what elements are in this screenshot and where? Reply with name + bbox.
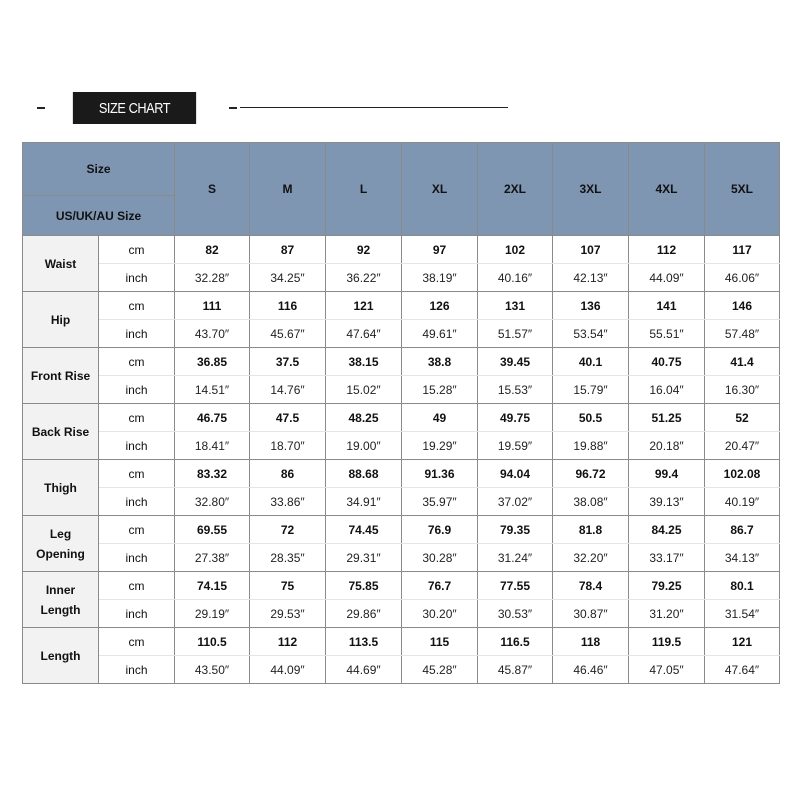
cm-value-cell: 116 xyxy=(250,292,326,320)
cm-value-cell: 119.5 xyxy=(629,628,705,656)
size-chart-header xyxy=(0,0,800,140)
decorative-rule xyxy=(240,107,508,108)
measurement-name-line: Leg xyxy=(49,526,72,541)
inch-value-cell: 44.09″ xyxy=(629,264,705,292)
cm-value-cell: 52 xyxy=(705,404,780,432)
table-row xyxy=(23,348,780,376)
cm-value-cell: 75.85 xyxy=(326,572,402,600)
inch-value-cell: 36.22″ xyxy=(326,264,402,292)
table-row xyxy=(23,656,780,684)
inch-value-cell: 29.53″ xyxy=(250,600,326,628)
cm-value-cell: 74.45 xyxy=(326,516,402,544)
size-chart-title: SIZE CHART xyxy=(73,92,196,124)
inch-value-cell: 47.64″ xyxy=(705,656,780,684)
inch-value-cell: 33.86″ xyxy=(250,488,326,516)
unit-label: cm xyxy=(99,236,175,264)
size-col-header: L xyxy=(326,143,402,236)
measurement-name xyxy=(23,572,99,628)
table-row xyxy=(23,236,780,264)
region-label: US/UK/AU Size xyxy=(23,196,175,236)
inch-value-cell: 38.08″ xyxy=(553,488,629,516)
inch-value-cell: 45.28″ xyxy=(402,656,478,684)
size-col-header: 3XL xyxy=(553,143,629,236)
measurement-name-line: Waist xyxy=(44,256,77,271)
unit-label: inch xyxy=(99,376,175,404)
unit-label: cm xyxy=(99,628,175,656)
table-body xyxy=(23,236,780,684)
measurement-name-line: Inner xyxy=(45,582,76,597)
inch-value-cell: 43.50″ xyxy=(175,656,250,684)
inch-value-cell: 44.69″ xyxy=(326,656,402,684)
cm-value-cell: 86 xyxy=(250,460,326,488)
cm-value-cell: 111 xyxy=(175,292,250,320)
inch-value-cell: 47.64″ xyxy=(326,320,402,348)
cm-value-cell: 38.15 xyxy=(326,348,402,376)
cm-value-cell: 115 xyxy=(402,628,478,656)
inch-value-cell: 40.19″ xyxy=(705,488,780,516)
inch-value-cell: 29.19″ xyxy=(175,600,250,628)
inch-value-cell: 45.67″ xyxy=(250,320,326,348)
inch-value-cell: 37.02″ xyxy=(478,488,553,516)
cm-value-cell: 83.32 xyxy=(175,460,250,488)
inch-value-cell: 20.18″ xyxy=(629,432,705,460)
inch-value-cell: 35.97″ xyxy=(402,488,478,516)
cm-value-cell: 81.8 xyxy=(553,516,629,544)
inch-value-cell: 32.28″ xyxy=(175,264,250,292)
inch-value-cell: 19.59″ xyxy=(478,432,553,460)
cm-value-cell: 40.75 xyxy=(629,348,705,376)
inch-value-cell: 49.61″ xyxy=(402,320,478,348)
table-row xyxy=(23,460,780,488)
measurement-name-line: Length xyxy=(40,602,81,617)
inch-value-cell: 14.51″ xyxy=(175,376,250,404)
inch-value-cell: 18.70″ xyxy=(250,432,326,460)
unit-label: cm xyxy=(99,292,175,320)
unit-label: inch xyxy=(99,544,175,572)
inch-value-cell: 15.02″ xyxy=(326,376,402,404)
inch-value-cell: 55.51″ xyxy=(629,320,705,348)
cm-value-cell: 99.4 xyxy=(629,460,705,488)
cm-value-cell: 47.5 xyxy=(250,404,326,432)
cm-value-cell: 39.45 xyxy=(478,348,553,376)
measurement-name-line: Back Rise xyxy=(31,424,90,439)
cm-value-cell: 49.75 xyxy=(478,404,553,432)
table-row xyxy=(23,628,780,656)
measurement-name xyxy=(23,292,99,348)
inch-value-cell: 29.86″ xyxy=(326,600,402,628)
table-row xyxy=(23,488,780,516)
size-col-header: XL xyxy=(402,143,478,236)
unit-label: inch xyxy=(99,488,175,516)
table-row xyxy=(23,600,780,628)
cm-value-cell: 76.7 xyxy=(402,572,478,600)
cm-value-cell: 86.7 xyxy=(705,516,780,544)
cm-value-cell: 131 xyxy=(478,292,553,320)
inch-value-cell: 30.20″ xyxy=(402,600,478,628)
inch-value-cell: 32.80″ xyxy=(175,488,250,516)
cm-value-cell: 40.1 xyxy=(553,348,629,376)
inch-value-cell: 51.57″ xyxy=(478,320,553,348)
inch-value-cell: 14.76″ xyxy=(250,376,326,404)
size-col-header: M xyxy=(250,143,326,236)
table-row xyxy=(23,432,780,460)
inch-value-cell: 39.13″ xyxy=(629,488,705,516)
cm-value-cell: 107 xyxy=(553,236,629,264)
inch-value-cell: 19.88″ xyxy=(553,432,629,460)
unit-label: cm xyxy=(99,516,175,544)
inch-value-cell: 30.87″ xyxy=(553,600,629,628)
measurement-name xyxy=(23,628,99,684)
table-row xyxy=(23,404,780,432)
cm-value-cell: 96.72 xyxy=(553,460,629,488)
cm-value-cell: 80.1 xyxy=(705,572,780,600)
cm-value-cell: 46.75 xyxy=(175,404,250,432)
cm-value-cell: 136 xyxy=(553,292,629,320)
inch-value-cell: 15.79″ xyxy=(553,376,629,404)
cm-value-cell: 91.36 xyxy=(402,460,478,488)
size-col-header: S xyxy=(175,143,250,236)
cm-value-cell: 112 xyxy=(629,236,705,264)
inch-value-cell: 38.19″ xyxy=(402,264,478,292)
inch-value-cell: 19.29″ xyxy=(402,432,478,460)
table-row xyxy=(23,292,780,320)
inch-value-cell: 15.53″ xyxy=(478,376,553,404)
header-row xyxy=(23,143,780,196)
inch-value-cell: 15.28″ xyxy=(402,376,478,404)
cm-value-cell: 113.5 xyxy=(326,628,402,656)
inch-value-cell: 31.24″ xyxy=(478,544,553,572)
inch-value-cell: 44.09″ xyxy=(250,656,326,684)
size-col-header: 4XL xyxy=(629,143,705,236)
table-row xyxy=(23,264,780,292)
unit-label: inch xyxy=(99,656,175,684)
inch-value-cell: 34.13″ xyxy=(705,544,780,572)
inch-value-cell: 34.91″ xyxy=(326,488,402,516)
cm-value-cell: 102.08 xyxy=(705,460,780,488)
inch-value-cell: 34.25″ xyxy=(250,264,326,292)
inch-value-cell: 32.20″ xyxy=(553,544,629,572)
cm-value-cell: 49 xyxy=(402,404,478,432)
cm-value-cell: 72 xyxy=(250,516,326,544)
inch-value-cell: 29.31″ xyxy=(326,544,402,572)
cm-value-cell: 110.5 xyxy=(175,628,250,656)
cm-value-cell: 126 xyxy=(402,292,478,320)
cm-value-cell: 102 xyxy=(478,236,553,264)
cm-value-cell: 79.35 xyxy=(478,516,553,544)
cm-value-cell: 87 xyxy=(250,236,326,264)
table-row xyxy=(23,572,780,600)
inch-value-cell: 46.06″ xyxy=(705,264,780,292)
inch-value-cell: 30.53″ xyxy=(478,600,553,628)
inch-value-cell: 45.87″ xyxy=(478,656,553,684)
decorative-dash xyxy=(37,107,45,109)
unit-label: inch xyxy=(99,432,175,460)
measurement-name-line: Length xyxy=(40,648,81,663)
cm-value-cell: 112 xyxy=(250,628,326,656)
unit-label: cm xyxy=(99,404,175,432)
cm-value-cell: 37.5 xyxy=(250,348,326,376)
inch-value-cell: 30.28″ xyxy=(402,544,478,572)
cm-value-cell: 41.4 xyxy=(705,348,780,376)
cm-value-cell: 76.9 xyxy=(402,516,478,544)
cm-value-cell: 141 xyxy=(629,292,705,320)
inch-value-cell: 16.04″ xyxy=(629,376,705,404)
measurement-name-line: Thigh xyxy=(44,480,77,495)
cm-value-cell: 48.25 xyxy=(326,404,402,432)
cm-value-cell: 51.25 xyxy=(629,404,705,432)
cm-value-cell: 146 xyxy=(705,292,780,320)
measurement-name xyxy=(23,460,99,516)
measurement-name-line: Opening xyxy=(36,546,85,561)
cm-value-cell: 74.15 xyxy=(175,572,250,600)
measurement-name xyxy=(23,236,99,292)
measurement-name-line: Front Rise xyxy=(30,368,91,383)
cm-value-cell: 97 xyxy=(402,236,478,264)
cm-value-cell: 78.4 xyxy=(553,572,629,600)
unit-label: cm xyxy=(99,348,175,376)
cm-value-cell: 94.04 xyxy=(478,460,553,488)
unit-label: cm xyxy=(99,460,175,488)
cm-value-cell: 121 xyxy=(705,628,780,656)
inch-value-cell: 27.38″ xyxy=(175,544,250,572)
inch-value-cell: 19.00″ xyxy=(326,432,402,460)
inch-value-cell: 20.47″ xyxy=(705,432,780,460)
inch-value-cell: 53.54″ xyxy=(553,320,629,348)
cm-value-cell: 38.8 xyxy=(402,348,478,376)
measurement-name xyxy=(23,516,99,572)
inch-value-cell: 31.20″ xyxy=(629,600,705,628)
inch-value-cell: 18.41″ xyxy=(175,432,250,460)
inch-value-cell: 33.17″ xyxy=(629,544,705,572)
cm-value-cell: 77.55 xyxy=(478,572,553,600)
cm-value-cell: 69.55 xyxy=(175,516,250,544)
table-row xyxy=(23,516,780,544)
unit-label: cm xyxy=(99,572,175,600)
unit-label: inch xyxy=(99,264,175,292)
cm-value-cell: 121 xyxy=(326,292,402,320)
cm-value-cell: 118 xyxy=(553,628,629,656)
table-row xyxy=(23,544,780,572)
unit-label: inch xyxy=(99,320,175,348)
cm-value-cell: 88.68 xyxy=(326,460,402,488)
cm-value-cell: 79.25 xyxy=(629,572,705,600)
table-row xyxy=(23,320,780,348)
size-label: Size xyxy=(23,143,175,196)
cm-value-cell: 82 xyxy=(175,236,250,264)
cm-value-cell: 117 xyxy=(705,236,780,264)
cm-value-cell: 50.5 xyxy=(553,404,629,432)
cm-value-cell: 92 xyxy=(326,236,402,264)
inch-value-cell: 47.05″ xyxy=(629,656,705,684)
inch-value-cell: 42.13″ xyxy=(553,264,629,292)
measurement-name xyxy=(23,404,99,460)
inch-value-cell: 31.54″ xyxy=(705,600,780,628)
table-row xyxy=(23,376,780,404)
inch-value-cell: 40.16″ xyxy=(478,264,553,292)
inch-value-cell: 46.46″ xyxy=(553,656,629,684)
cm-value-cell: 75 xyxy=(250,572,326,600)
measurement-name xyxy=(23,348,99,404)
size-chart-table xyxy=(22,142,780,684)
measurement-name-line: Hip xyxy=(50,312,71,327)
unit-label: inch xyxy=(99,600,175,628)
inch-value-cell: 16.30″ xyxy=(705,376,780,404)
size-col-header: 5XL xyxy=(705,143,780,236)
cm-value-cell: 84.25 xyxy=(629,516,705,544)
size-col-header: 2XL xyxy=(478,143,553,236)
inch-value-cell: 43.70″ xyxy=(175,320,250,348)
decorative-dash xyxy=(229,107,237,109)
inch-value-cell: 57.48″ xyxy=(705,320,780,348)
cm-value-cell: 116.5 xyxy=(478,628,553,656)
cm-value-cell: 36.85 xyxy=(175,348,250,376)
inch-value-cell: 28.35″ xyxy=(250,544,326,572)
